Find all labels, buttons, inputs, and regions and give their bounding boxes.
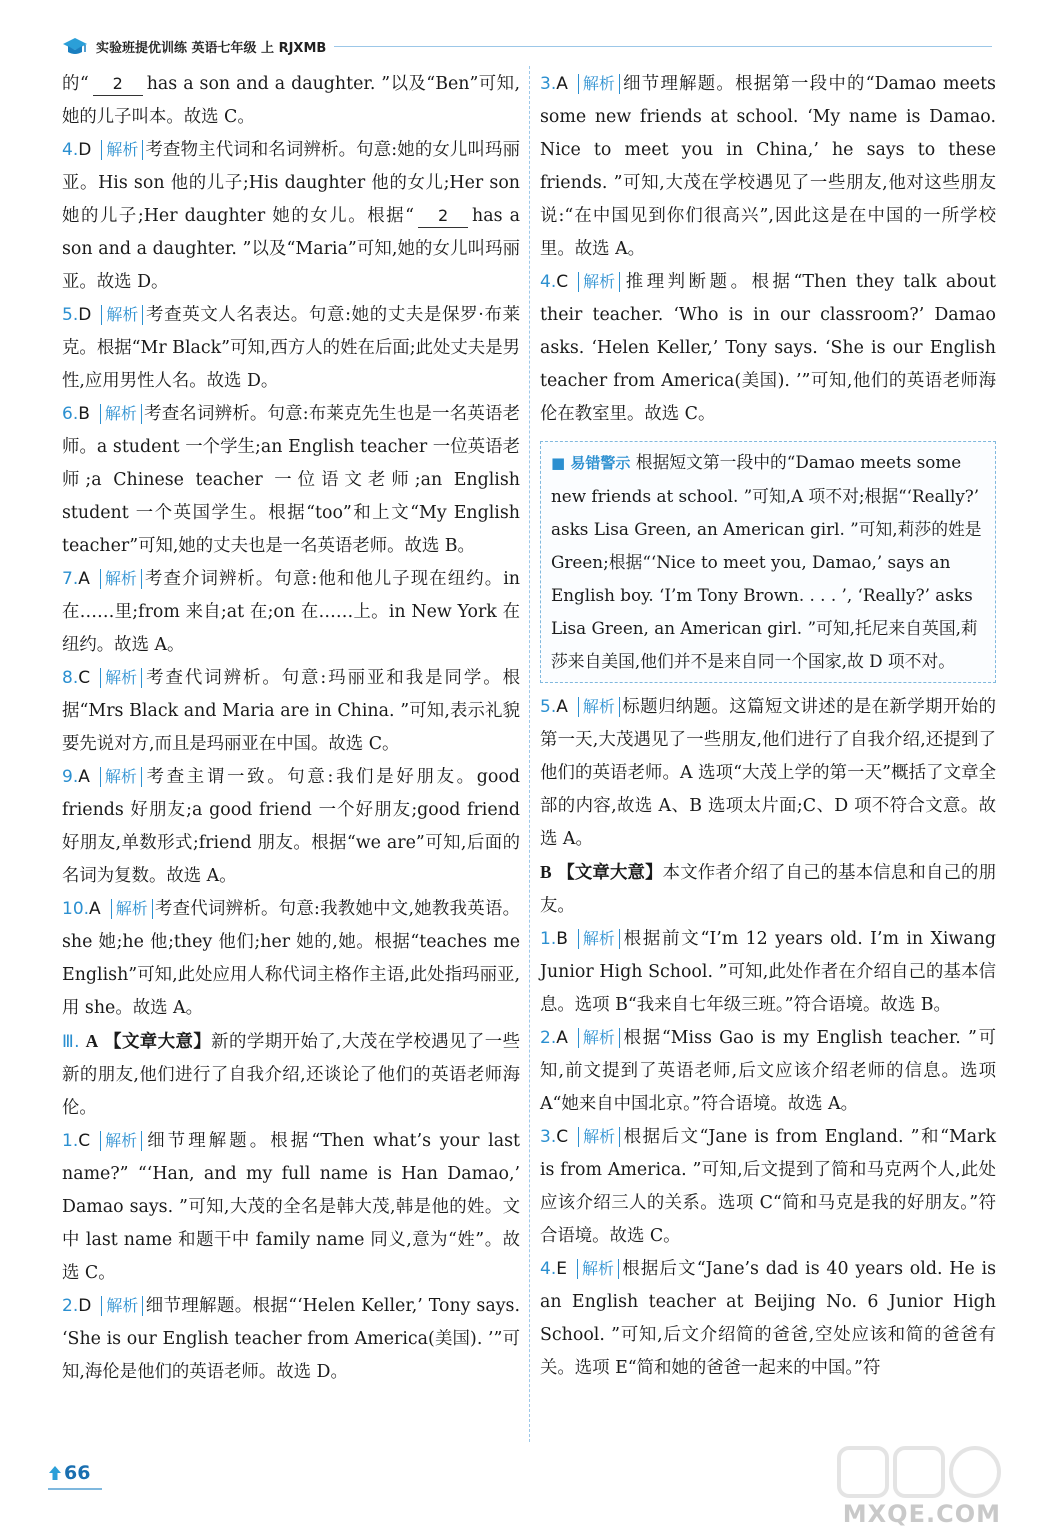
explanation-text: 标题归纳题。这篇短文讲述的是在新学期开始的第一天,大茂遇见了一些朋友,他们进行了自我介绍,还提到了他们的英语老师。A 选项“大茂上学的第一天”概括了文章全部的内容,故选 A、B 选项太片面;C、D 项不符合文意。故选 A。 bbox=[540, 697, 996, 849]
summary-label: 【文章大意】 bbox=[557, 863, 663, 883]
answer-letter: A bbox=[556, 74, 568, 94]
cont-pre: 的“ bbox=[62, 74, 89, 94]
answer-item bbox=[62, 1290, 520, 1389]
continued-paragraph bbox=[62, 68, 520, 134]
answer-letter: D bbox=[78, 1296, 92, 1316]
question-number: 1. bbox=[540, 929, 557, 949]
section-number: Ⅲ. bbox=[62, 1032, 80, 1052]
left-column bbox=[62, 68, 520, 1389]
error-warning-box bbox=[540, 441, 996, 683]
cont-post: has a son and a daughter. ”以及“Ben”可知,她的儿子叫本。故选 C。 bbox=[62, 74, 520, 127]
question-number: 8. bbox=[62, 668, 79, 688]
section-summary bbox=[62, 1025, 520, 1125]
answer-item bbox=[62, 893, 520, 1025]
analysis-tag: 解析 bbox=[100, 1131, 142, 1151]
analysis-tag: 解析 bbox=[100, 404, 142, 424]
analysis-tag: 解析 bbox=[100, 668, 142, 688]
explanation-text: 根据后文“Jane’s dad is 40 years old. He is an English teacher at Beijing No. 6 Junior High School. ”可知,后文介绍简的爸爸,空处应该和简的爸爸有关。选项 E“简和她的爸爸一起来的中国。”符 bbox=[540, 1259, 996, 1378]
answer-item bbox=[540, 1022, 996, 1121]
answer-letter: C bbox=[556, 1127, 569, 1147]
answer-item bbox=[540, 691, 996, 856]
answer-letter: A bbox=[556, 697, 568, 717]
explanation-text: has a son and a daughter. ”以及“Maria”可知,她的女儿叫玛丽亚。故选 D。 bbox=[62, 206, 520, 292]
explanation-text: 考查名词辨析。句意:布莱克先生也是一名英语老师。a student 一个学生;an English teacher 一位英语老师;a Chinese teacher 一位语文老师;an English student 一个英国学生。根据“too”和上文“My English teacher”可知,她的丈夫也是一名英语老师。故选 B。 bbox=[62, 404, 520, 556]
section-letter: A bbox=[85, 1031, 99, 1051]
answer-letter: C bbox=[556, 272, 569, 292]
answer-item bbox=[62, 1125, 520, 1290]
answer-item bbox=[62, 761, 520, 893]
answer-item bbox=[62, 299, 520, 398]
answer-letter: A bbox=[556, 1028, 568, 1048]
explanation-text: 考查主谓一致。句意:我们是好朋友。good friends 好朋友;a good friend 一个好朋友;good friend 好朋友,单数形式;friend 朋友。根据“we are”可知,后面的名词为复数。故选 A。 bbox=[62, 767, 520, 886]
question-number: 10. bbox=[62, 899, 90, 919]
warning-bullet-icon: ■ bbox=[551, 454, 571, 472]
explanation-text: 考查物主代词和名词辨析。句意:她的女儿叫玛丽亚。His son 他的儿子;His daughter 他的女儿;Her son 她的儿子;Her daughter 她的女儿。根据“ bbox=[62, 140, 520, 226]
question-number: 5. bbox=[62, 305, 79, 325]
warning-label bbox=[551, 454, 630, 472]
warning-text: 根据短文第一段中的“Damao meets some new friends at school. ”可知,A 项不对;根据“‘Really?’ asks Lisa Green, an American girl. ”可知,莉莎的姓是 Green;根据“‘Nice to meet you, Damao,’ says an English boy. ‘I’m Tony Brown. . . . ’, ‘Really?’ asks Lisa Green, an American girl. ”可知,托尼来自英国,莉莎来自美国,他们并不是来自同一个国家,故 D 项不对。 bbox=[551, 452, 982, 671]
answer-item bbox=[540, 266, 996, 431]
answer-letter: C bbox=[78, 1131, 91, 1151]
page-number-underline bbox=[48, 1488, 102, 1490]
blank-answer: 2 bbox=[418, 205, 468, 228]
question-number: 5. bbox=[540, 697, 557, 717]
analysis-tag: 解析 bbox=[101, 1296, 143, 1316]
book-title: 实验班提优训练 英语七年级 上 RJXMB bbox=[96, 37, 334, 56]
summary-text: 新的学期开始了,大茂在学校遇见了一些新的朋友,他们进行了自我介绍,还谈论了他们的英语老师海伦。 bbox=[62, 1032, 521, 1118]
warning-label-text: 易错警示 bbox=[570, 454, 631, 472]
explanation-text: 考查英文人名表达。句意:她的丈夫是保罗·布莱克。根据“Mr Black”可知,西方人的姓在后面;此处丈夫是男性,应用男性人名。故选 D。 bbox=[62, 305, 520, 391]
analysis-tag: 解析 bbox=[578, 1028, 620, 1048]
question-number: 9. bbox=[62, 767, 79, 787]
blank-answer: 2 bbox=[93, 73, 143, 96]
question-number: 7. bbox=[62, 569, 79, 589]
analysis-tag: 解析 bbox=[111, 899, 153, 919]
answer-letter: D bbox=[78, 140, 92, 160]
analysis-tag: 解析 bbox=[578, 74, 620, 94]
question-number: 3. bbox=[540, 74, 557, 94]
answer-item bbox=[540, 68, 996, 266]
column-divider bbox=[529, 66, 530, 1442]
analysis-tag: 解析 bbox=[578, 272, 620, 292]
answer-item bbox=[62, 662, 520, 761]
page-header bbox=[62, 34, 992, 58]
summary-text: 本文作者介绍了自己的基本信息和自己的朋友。 bbox=[540, 863, 996, 916]
answer-item bbox=[540, 1121, 996, 1253]
answer-item bbox=[540, 1253, 996, 1385]
explanation-text: 根据前文“I’m 12 years old. I’m in Xiwang Junior High School. ”可知,此处作者在介绍自己的基本信息。选项 B“我来自七年级三班。”符合语境。故选 B。 bbox=[540, 929, 996, 1015]
question-number: 3. bbox=[540, 1127, 557, 1147]
summary-label: 【文章大意】 bbox=[104, 1032, 212, 1052]
answer-item bbox=[62, 398, 520, 563]
page-number-text: 66 bbox=[64, 1462, 91, 1484]
question-number: 2. bbox=[540, 1028, 557, 1048]
explanation-text: 细节理解题。根据“Then what’s your last name?” “‘Han, and my full name is Han Damao,’ Damao says. ”可知,大茂的全名是韩大茂,韩是他的姓。文中 last name 和题干中 family name 同义,意为“姓”。故选 C。 bbox=[62, 1131, 520, 1283]
explanation-text: 考查代词辨析。句意:玛丽亚和我是同学。根据“Mrs Black and Maria are in China. ”可知,表示礼貌要先说对方,而且是玛丽亚在中国。故选 C。 bbox=[62, 668, 520, 754]
answer-letter: D bbox=[78, 305, 92, 325]
answer-letter: A bbox=[78, 767, 90, 787]
answer-letter: A bbox=[89, 899, 101, 919]
explanation-text: 推理判断题。根据“Then they talk about their teacher. ‘Who is in our classroom?’ Damao asks. ‘Helen Keller,’ Tony says. ‘She is our English teacher from America(美国). ’”可知,他们的英语老师海伦在教室里。故选 C。 bbox=[540, 272, 996, 424]
answer-item bbox=[62, 134, 520, 299]
question-number: 2. bbox=[62, 1296, 79, 1316]
question-number: 6. bbox=[62, 404, 79, 424]
answer-item bbox=[540, 923, 996, 1022]
analysis-tag: 解析 bbox=[578, 929, 620, 949]
answer-letter: C bbox=[78, 668, 91, 688]
analysis-tag: 解析 bbox=[578, 697, 620, 717]
explanation-text: 细节理解题。根据第一段中的“Damao meets some new friends at school. ‘My name is Damao. Nice to meet you in China,’ he says to these friends. ”可知,大茂在学校遇见了一些朋友,他对这些朋友说:“在中国见到你们很高兴”,因此这是在中国的一所学校里。故选 A。 bbox=[540, 74, 996, 259]
explanation-text: 根据后文“Jane is from England. ”和“Mark is from America. ”可知,后文提到了简和马克两个人,此处应该介绍三人的关系。选项 C“简和马克是我的好朋友。”符合语境。故选 C。 bbox=[540, 1127, 996, 1246]
answer-letter: A bbox=[78, 569, 90, 589]
answer-letter: B bbox=[556, 929, 568, 949]
page-number bbox=[48, 1462, 90, 1484]
analysis-tag: 解析 bbox=[100, 767, 142, 787]
explanation-text: 考查代词辨析。句意:我教她中文,她教我英语。she 她;he 他;they 他们;her 她的,她。根据“teaches me English”可知,此处应用人称代词主格作主语,此处指玛丽亚,用 she。故选 A。 bbox=[62, 899, 520, 1018]
analysis-tag: 解析 bbox=[577, 1259, 619, 1279]
explanation-text: 根据“Miss Gao is my English teacher. ”可知,前文提到了英语老师,后文应该介绍老师的信息。选项 A“她来自中国北京。”符合语境。故选 A。 bbox=[540, 1028, 996, 1114]
section-summary bbox=[540, 856, 996, 923]
up-arrow-icon bbox=[48, 1465, 62, 1481]
graduation-cap-icon bbox=[62, 35, 88, 57]
explanation-text: 考查介词辨析。句意:他和他儿子现在纽约。in 在……里;from 来自;at 在;on 在……上。in New York 在纽约。故选 A。 bbox=[62, 569, 520, 655]
analysis-tag: 解析 bbox=[101, 305, 143, 325]
answer-letter: B bbox=[78, 404, 90, 424]
question-number: 4. bbox=[540, 272, 557, 292]
question-number: 4. bbox=[540, 1259, 557, 1279]
answer-letter: E bbox=[556, 1259, 567, 1279]
explanation-text: 细节理解题。根据“‘Helen Keller,’ Tony says. ‘She is our English teacher from America(美国). ’”可知,海伦是他们的英语老师。故选 D。 bbox=[62, 1296, 520, 1382]
analysis-tag: 解析 bbox=[100, 569, 142, 589]
answer-item bbox=[62, 563, 520, 662]
analysis-tag: 解析 bbox=[578, 1127, 620, 1147]
watermark-text: MXQE.COM bbox=[842, 1500, 1001, 1528]
analysis-tag: 解析 bbox=[101, 140, 143, 160]
question-number: 4. bbox=[62, 140, 79, 160]
right-column bbox=[540, 68, 996, 1385]
section-letter: B bbox=[540, 862, 552, 882]
question-number: 1. bbox=[62, 1131, 79, 1151]
